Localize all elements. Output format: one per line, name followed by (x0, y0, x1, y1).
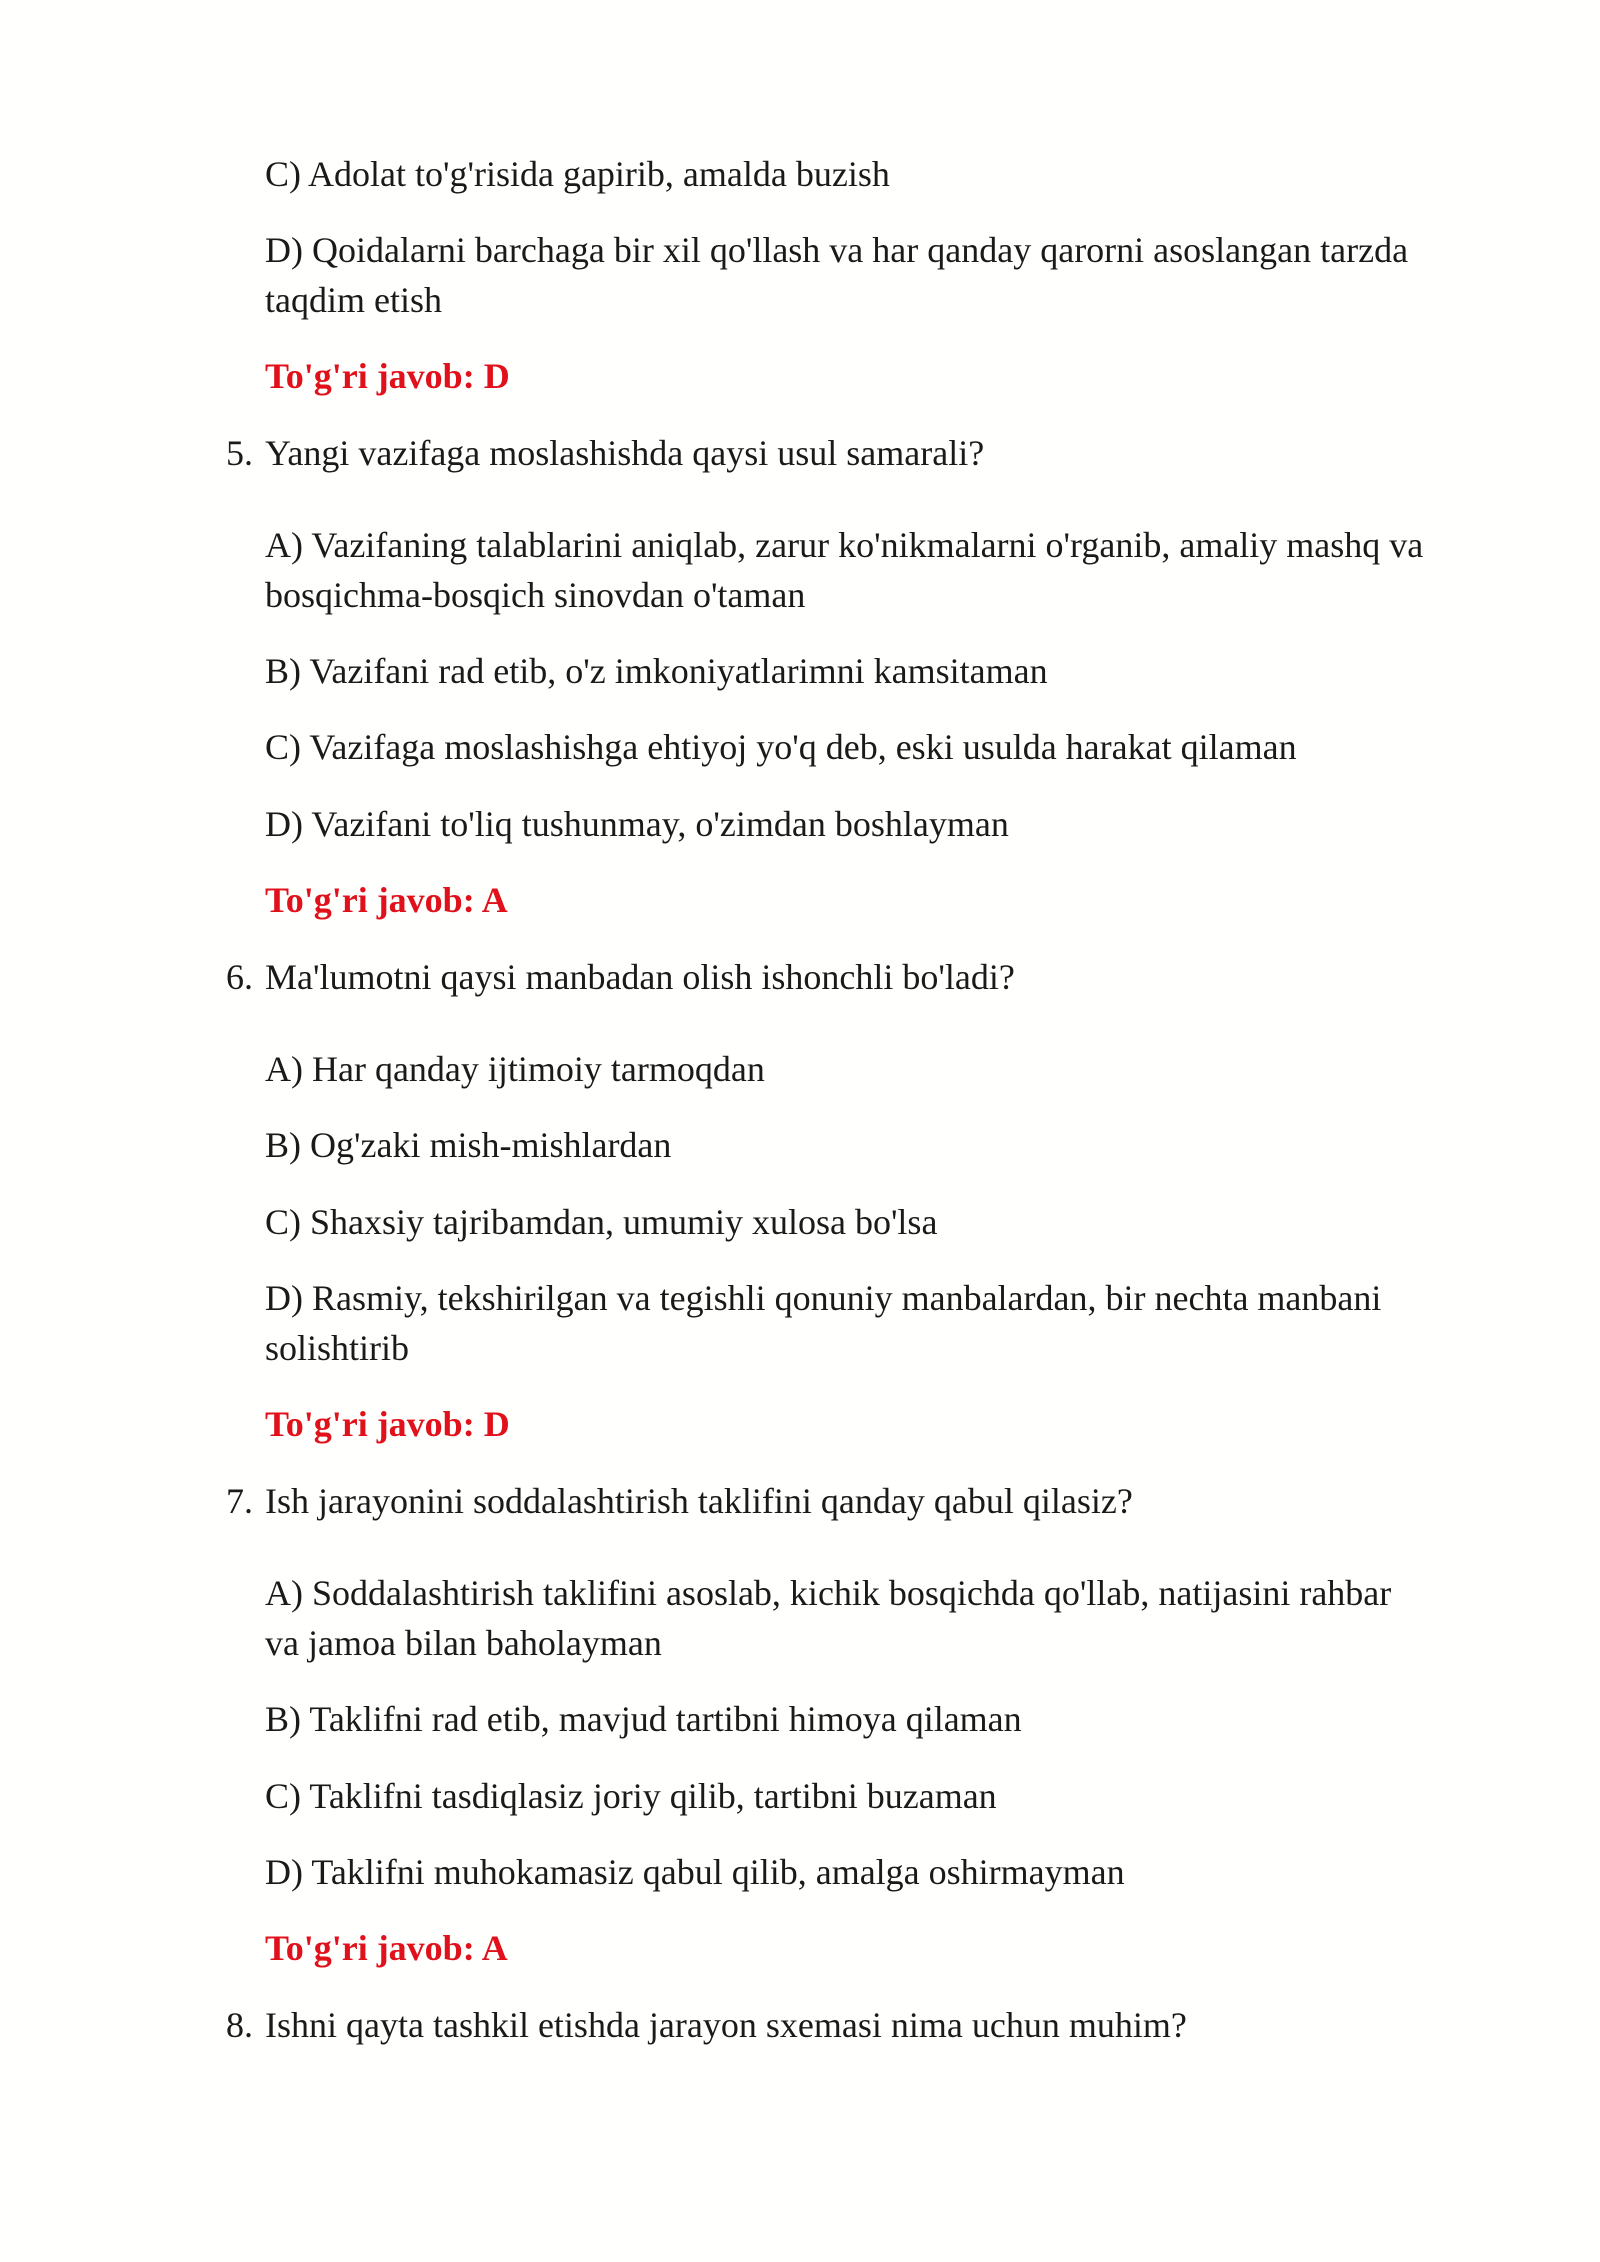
question-8 (226, 2000, 1187, 2050)
question-5 (226, 428, 984, 478)
option-d-prev-line1: D) Qoidalarni barchaga bir xil qo'llash va har qanday qarorni asoslangan tarzda (265, 230, 1409, 270)
question-7 (226, 1476, 1133, 1526)
q7-option-b: B) Taklifni rad etib, mavjud tartibni himoya qilaman (265, 1699, 1022, 1739)
q7-answer: To'g'ri javob: A (265, 1928, 508, 1968)
q6-option-a: A) Har qanday ijtimoiy tarmoqdan (265, 1049, 765, 1089)
option-d-prev-line2: taqdim etish (265, 280, 442, 320)
q5-option-b: B) Vazifani rad etib, o'z imkoniyatlarimni kamsitaman (265, 651, 1048, 691)
question-text: Ish jarayonini soddalashtirish taklifini qanday qabul qilasiz? (265, 1481, 1133, 1521)
question-number: 6. (226, 957, 253, 997)
answer-prev: To'g'ri javob: D (265, 356, 510, 396)
question-text: Ishni qayta tashkil etishda jarayon sxemasi nima uchun muhim? (265, 2005, 1187, 2045)
q5-option-a-line2: bosqichma-bosqich sinovdan o'taman (265, 575, 806, 615)
q6-option-d-line2: solishtirib (265, 1328, 410, 1368)
question-text: Yangi vazifaga moslashishda qaysi usul samarali? (265, 433, 985, 473)
q6-answer: To'g'ri javob: D (265, 1404, 510, 1444)
q5-option-c: C) Vazifaga moslashishga ehtiyoj yo'q deb, eski usulda harakat qilaman (265, 727, 1297, 767)
q7-option-a-line1: A) Soddalashtirish taklifini asoslab, kichik bosqichda qo'llab, natijasini rahbar (265, 1573, 1392, 1613)
question-text: Ma'lumotni qaysi manbadan olish ishonchli bo'ladi? (265, 957, 1015, 997)
question-number: 5. (226, 433, 253, 473)
option-c-prev: C) Adolat to'g'risida gapirib, amalda buzish (265, 154, 890, 194)
q5-answer: To'g'ri javob: A (265, 880, 508, 920)
q7-option-a-line2: va jamoa bilan baholayman (265, 1623, 662, 1663)
q6-option-b: B) Og'zaki mish-mishlardan (265, 1125, 672, 1165)
q6-option-c: C) Shaxsiy tajribamdan, umumiy xulosa bo'lsa (265, 1202, 938, 1242)
question-number: 7. (226, 1481, 253, 1521)
q6-option-d-line1: D) Rasmiy, tekshirilgan va tegishli qonuniy manbalardan, bir nechta manbani (265, 1278, 1382, 1318)
question-6 (226, 952, 1015, 1002)
question-number: 8. (226, 2005, 253, 2045)
q5-option-a-line1: A) Vazifaning talablarini aniqlab, zarur ko'nikmalarni o'rganib, amaliy mashq va (265, 525, 1424, 565)
q7-option-d: D) Taklifni muhokamasiz qabul qilib, amalga oshirmayman (265, 1852, 1125, 1892)
q5-option-d: D) Vazifani to'liq tushunmay, o'zimdan boshlayman (265, 804, 1009, 844)
q7-option-c: C) Taklifni tasdiqlasiz joriy qilib, tartibni buzaman (265, 1776, 997, 1816)
